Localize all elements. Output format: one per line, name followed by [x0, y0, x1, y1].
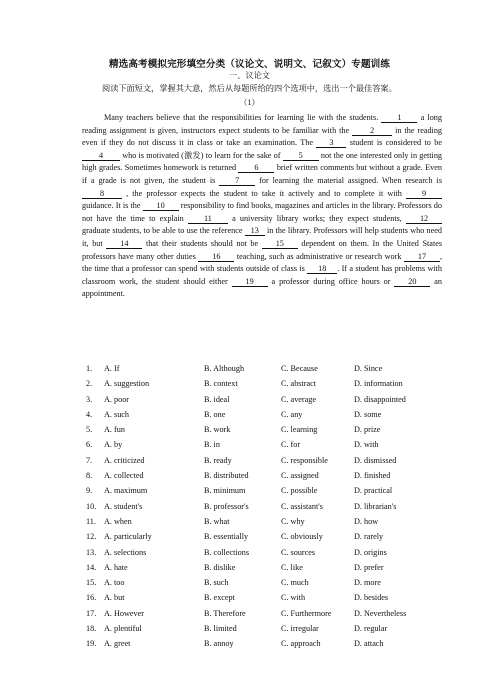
- question-number: 3.: [86, 394, 93, 404]
- instructions: 阅读下面短文，掌握其大意，然后从每题所给的四个选项中，选出一个最佳答案。: [102, 84, 397, 93]
- option-d: D. prize: [354, 425, 381, 435]
- option-a: A. poor: [104, 394, 130, 404]
- blank-5: 5: [283, 151, 319, 161]
- option-a: A. student's: [104, 501, 143, 511]
- question-number: 8.: [86, 471, 93, 481]
- option-b: B. what: [204, 516, 230, 526]
- option-c: C. learning: [281, 425, 318, 435]
- passage-sentence: student is considered to be: [349, 138, 442, 148]
- question-number: 19.: [86, 639, 97, 649]
- passage-sentence: , the professor expects the student to take it actively and to complete it with: [126, 188, 402, 198]
- blank-4: 4: [82, 151, 120, 161]
- question-number: 2.: [86, 379, 93, 389]
- option-b: B. distributed: [204, 471, 249, 481]
- blank-20: 20: [394, 277, 430, 287]
- question-number: 13.: [86, 547, 97, 557]
- passage-sentence: guidance. It is the: [82, 201, 141, 211]
- passage-sentence: in the library. Professors will help students who need it, but: [82, 226, 443, 248]
- question-number: 9.: [86, 486, 93, 496]
- option-row: [86, 379, 486, 394]
- option-a: A. criticized: [104, 455, 145, 465]
- option-b: B. professor's: [204, 501, 249, 511]
- option-row: [86, 639, 486, 654]
- passage-number: （1）: [239, 98, 260, 107]
- option-c: C. any: [281, 409, 303, 419]
- option-row: [86, 410, 486, 425]
- option-c: C. obviously: [281, 532, 323, 542]
- option-c: C. sources: [281, 547, 316, 557]
- option-b: B. ideal: [204, 394, 230, 404]
- option-d: D. disappointed: [354, 394, 406, 404]
- option-row: [86, 471, 486, 486]
- option-c: C. average: [281, 394, 317, 404]
- option-row: [86, 425, 486, 440]
- option-row: [86, 532, 486, 547]
- question-number: 1.: [86, 364, 93, 373]
- option-b: B. minimum: [204, 486, 246, 496]
- option-c: C. irregular: [281, 624, 319, 634]
- option-d: D. with: [354, 440, 379, 450]
- option-a: A. by: [104, 440, 123, 450]
- question-number: 17.: [86, 608, 97, 618]
- passage-sentence: responsibility to find books, magazines and articles in the library. Professors do not have the time to explain: [82, 201, 442, 223]
- option-c: C. much: [281, 578, 309, 588]
- question-number: 10.: [86, 501, 97, 511]
- section-heading: 一、议论文: [229, 71, 270, 80]
- option-c: C. with: [281, 593, 306, 603]
- option-b: B. Although: [204, 364, 245, 373]
- option-b: B. ready: [204, 455, 232, 465]
- blank-14: 14: [106, 239, 142, 249]
- option-row: [86, 517, 486, 532]
- option-a: A. selections: [104, 547, 147, 557]
- passage-sentence: in the reading even if they do not discuss it in class or take an examination. The: [82, 125, 443, 148]
- answer-options: [86, 364, 486, 655]
- blank-1: 1: [381, 113, 417, 123]
- passage-sentence: teaching, such as administrative or research work: [236, 251, 402, 261]
- blank-10: 10: [143, 201, 179, 211]
- question-number: 14.: [86, 562, 97, 572]
- option-d: D. how: [354, 516, 379, 526]
- passage-sentence: an appointment.: [82, 276, 443, 299]
- passage-sentence: that their students should not be: [145, 238, 259, 248]
- option-row: [86, 456, 486, 471]
- option-a: A. However: [104, 608, 145, 618]
- option-row: [86, 364, 486, 379]
- option-b: B. Therefore: [204, 608, 246, 618]
- option-d: D. Nevertheless: [354, 608, 407, 618]
- option-row: [86, 395, 486, 410]
- option-d: D. librarian's: [354, 501, 397, 511]
- option-row: [86, 609, 486, 624]
- blank-9: 9: [406, 189, 442, 199]
- question-number: 5.: [86, 425, 93, 435]
- option-row: [86, 502, 486, 517]
- option-c: C. possible: [281, 486, 318, 496]
- blank-15: 15: [262, 239, 298, 249]
- passage-sentence: graduate students, to be able to use the reference: [82, 226, 243, 236]
- blank-17: 17: [404, 252, 440, 262]
- passage-sentence: who is motivated (激发) to learn for the sake of: [122, 150, 281, 160]
- option-row: [86, 624, 486, 639]
- option-row: [86, 563, 486, 578]
- option-b: B. context: [204, 379, 238, 389]
- blank-3: 3: [316, 138, 346, 148]
- option-a: A. suggestion: [104, 379, 150, 389]
- question-number: 15.: [86, 578, 97, 588]
- question-number: 18.: [86, 624, 97, 634]
- passage-sentence: brief written comments but without a grade. Even if a grade is not given, the student is: [82, 163, 442, 185]
- option-b: B. in: [204, 440, 220, 450]
- option-c: C. for: [281, 440, 301, 450]
- option-c: C. why: [281, 516, 305, 526]
- option-b: B. except: [204, 593, 235, 603]
- option-c: C. assistant's: [281, 501, 323, 511]
- option-b: B. such: [204, 578, 229, 588]
- option-d: D. more: [354, 578, 381, 588]
- option-c: C. Furthermore: [281, 608, 332, 618]
- option-row: [86, 593, 486, 608]
- option-b: B. one: [204, 409, 226, 419]
- passage-sentence: not the one interested only in getting high grades. Sometimes homework is returned: [82, 150, 443, 173]
- option-d: D. besides: [354, 593, 389, 603]
- option-d: D. Since: [354, 364, 383, 373]
- option-row: [86, 486, 486, 501]
- option-b: B. dislike: [204, 562, 236, 572]
- option-d: D. rarely: [354, 532, 384, 542]
- blank-12: 12: [406, 214, 442, 224]
- blank-8: 8: [82, 189, 122, 199]
- option-c: C. abstract: [281, 379, 317, 389]
- option-b: B. annoy: [204, 639, 234, 649]
- option-d: D. regular: [354, 624, 388, 634]
- blank-13: 13: [245, 226, 265, 236]
- option-a: A. hate: [104, 562, 128, 572]
- option-c: C. approach: [281, 639, 321, 649]
- passage-sentence: a long reading assignment is given, instructors expect students to be familiar with the: [82, 113, 442, 135]
- option-d: D. origins: [354, 547, 387, 557]
- option-c: C. like: [281, 562, 303, 572]
- option-a: A. but: [104, 593, 125, 603]
- option-c: C. Because: [281, 364, 318, 373]
- option-a: A. when: [104, 516, 132, 526]
- option-a: A. plentiful: [104, 624, 142, 634]
- option-a: A. fun: [104, 425, 125, 435]
- question-number: 7.: [86, 455, 93, 465]
- option-d: D. prefer: [354, 562, 384, 572]
- option-b: B. collections: [204, 547, 250, 557]
- blank-18: 18: [307, 264, 337, 274]
- option-a: A. maximum: [104, 486, 148, 496]
- question-number: 12.: [86, 532, 97, 542]
- question-number: 11.: [86, 516, 96, 526]
- document-title: 精选高考模拟完形填空分类（议论文、说明文、记叙文）专题训练: [108, 59, 391, 70]
- passage-sentence: Many teachers believe that the responsibilities for learning lie with the students.: [104, 113, 379, 122]
- option-d: D. some: [354, 409, 382, 419]
- option-b: B. work: [204, 425, 231, 435]
- option-a: A. too: [104, 578, 125, 588]
- question-number: 4.: [86, 409, 93, 419]
- blank-2: 2: [352, 126, 392, 136]
- passage-sentence: . If a student has problems with classroom work, the student should either: [82, 264, 443, 286]
- blank-11: 11: [188, 214, 228, 224]
- option-d: D. finished: [354, 471, 391, 481]
- option-b: B. limited: [204, 624, 237, 634]
- option-d: D. dismissed: [354, 455, 397, 465]
- option-d: D. practical: [354, 486, 393, 496]
- option-a: A. such: [104, 409, 130, 419]
- option-c: C. responsible: [281, 455, 328, 465]
- option-b: B. essentially: [204, 532, 249, 542]
- passage-sentence: a professor during office hours or: [271, 276, 391, 286]
- option-a: A. collected: [104, 471, 144, 481]
- question-number: 16.: [86, 593, 97, 603]
- blank-7: 7: [219, 176, 255, 186]
- option-row: [86, 578, 486, 593]
- passage-sentence: dependent on them. In the United States professors have many other duties: [82, 238, 443, 261]
- question-number: 6.: [86, 440, 93, 450]
- option-d: D. attach: [354, 639, 384, 649]
- blank-16: 16: [198, 252, 234, 262]
- option-row: [86, 440, 486, 455]
- option-c: C. assigned: [281, 471, 319, 481]
- passage-sentence: a university library works; they expect students,: [232, 213, 402, 223]
- blank-19: 19: [232, 277, 268, 287]
- blank-6: 6: [238, 163, 274, 173]
- option-a: A. If: [104, 364, 120, 373]
- passage-sentence: for learning the material assigned. When research is: [259, 175, 443, 185]
- option-row: [86, 548, 486, 563]
- passage-text: [82, 112, 442, 301]
- option-a: A. particularly: [104, 532, 152, 542]
- option-d: D. information: [354, 379, 403, 389]
- passage-sentence: , the time that a professor can spend with students outside of class is: [82, 251, 442, 274]
- option-a: A. greet: [104, 639, 131, 649]
